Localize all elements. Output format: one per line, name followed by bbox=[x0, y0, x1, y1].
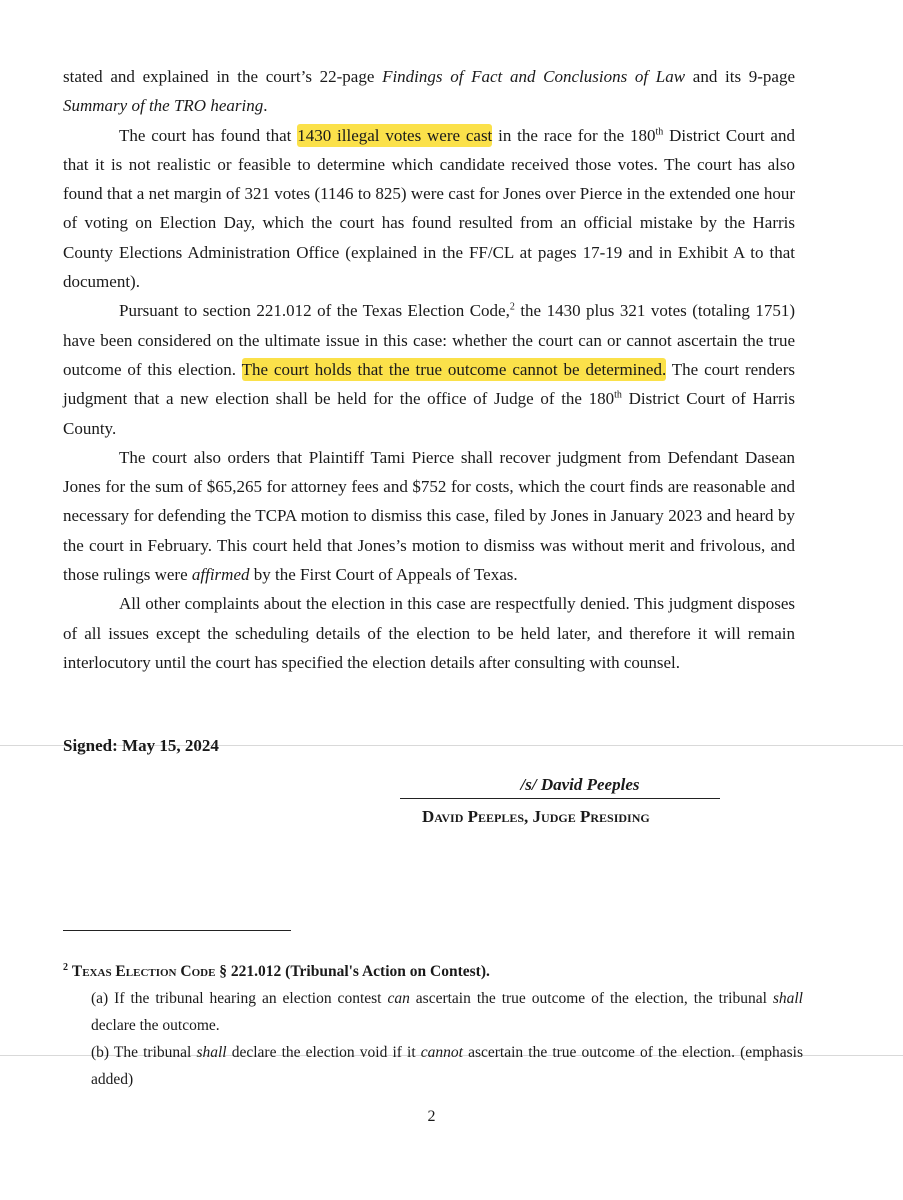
highlight-holding: The court holds that the true outcome cannot be determined. bbox=[241, 359, 667, 379]
paragraph-5: All other complaints about the election in this case are respectfully denied. This judgment disposes of all issues except the scheduling details of the election to be held later, and therefore it will remain interlocutory until the court has specified the election details after consulting with counsel. bbox=[63, 594, 795, 672]
page-number: 2 bbox=[427, 1108, 436, 1125]
footnote-subsection-a: (a) If the tribunal hearing an election contest can ascertain the true outcome of the election, the tribunal shall declare the outcome. bbox=[91, 990, 803, 1034]
signature-block bbox=[400, 775, 720, 827]
highlight-illegal-votes: 1430 illegal votes were cast bbox=[297, 125, 493, 145]
judgment-body bbox=[63, 62, 795, 677]
paragraph-3: Pursuant to section 221.012 of the Texas Election Code,$^2$ the 1430 plus 321 votes (totaling 1751) have been considered on the ultimate issue in this case: whether the court can or cannot ascertain the true outcome of this election. The court holds that the true outcome cannot be determined. The court renders judgment that a new election shall be held for the office of Judge of the 180th District Court of Harris County. bbox=[63, 301, 795, 438]
footnote-divider bbox=[63, 930, 291, 931]
signed-date: Signed: May 15, 2024 bbox=[63, 736, 219, 755]
footnote-reference: 2 bbox=[509, 301, 515, 313]
paragraph-1: stated and explained in the court’s 22-page Findings of Fact and Conclusions of Law and its 9-page Summary of the TRO hearing. bbox=[63, 67, 796, 116]
paragraph-2: The court has found that 1430 illegal votes were cast in the race for the 180th District Court and that it is not realistic or feasible to determine which candidate received those votes. The court has also found that a net margin of 321 votes (1146 to 825) were cast for Jones over Pierce in the extended one hour of voting on Election Day, which the court has found resulted from an official mistake by the Harris County Elections Administration Office (explained in the FF/CL at pages 17-19 and in Exhibit A to that document). bbox=[63, 125, 795, 292]
footnote-title: $^2$ Texas Election Code § 221.012 (Tribunal's Action on Contest). bbox=[63, 961, 490, 980]
signature-line: /s/ David Peeples bbox=[400, 775, 720, 799]
footnote bbox=[63, 958, 803, 1093]
footnote-subsection-b: (b) The tribunal shall declare the election void if it cannot ascertain the true outcome of the election. (emphasis added) bbox=[91, 1044, 803, 1088]
judge-name: David Peeples, Judge Presiding bbox=[422, 807, 650, 826]
paragraph-4: The court also orders that Plaintiff Tami Pierce shall recover judgment from Defendant Dasean Jones for the sum of $65,265 for attorney fees and $752 for costs, which the court finds are reasonable and necessary for defending the TCPA motion to dismiss this case, filed by Jones in January 2023 and heard by the court in February. This court held that Jones’s motion to dismiss was without merit and frivolous, and those rulings were affirmed by the First Court of Appeals of Texas. bbox=[63, 447, 795, 585]
